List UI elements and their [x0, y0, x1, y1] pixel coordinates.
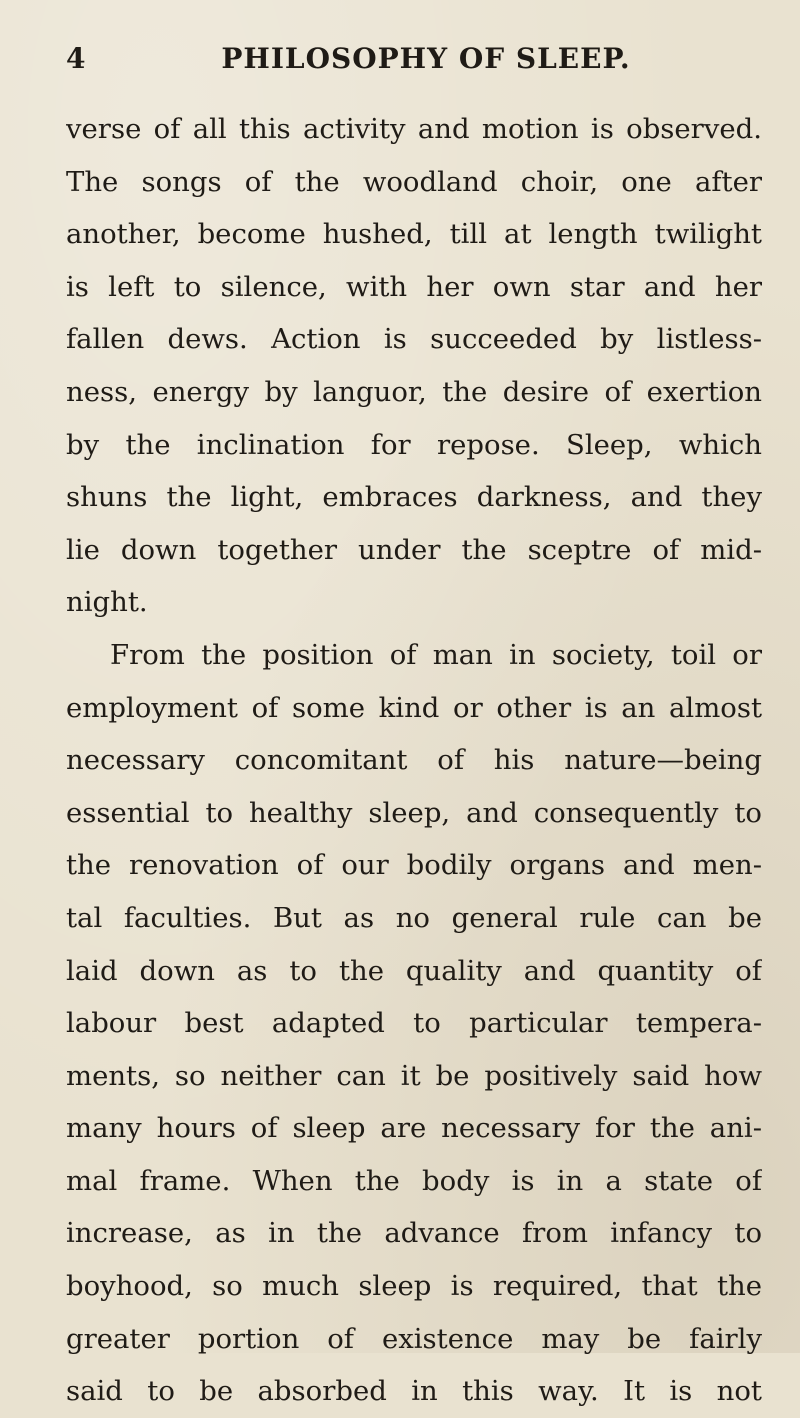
running-head — [60, 42, 752, 82]
text-line: said to be absorbed in this way. It is not — [66, 1375, 762, 1408]
text-line: boyhood, so much sleep is required, that the — [66, 1270, 762, 1303]
text-line: labour best adapted to particular tempera- — [66, 1007, 762, 1040]
text-line: many hours of sleep are necessary for the ani- — [66, 1112, 762, 1145]
text-line: The songs of the woodland choir, one after — [66, 165, 762, 198]
text-line: mal frame. When the body is in a state of — [66, 1164, 762, 1197]
text-line: another, become hushed, till at length twilight — [66, 218, 762, 251]
text-line: lie down together under the sceptre of mid- — [66, 533, 762, 566]
text-line-paragraph-start: From the position of man in society, toil or — [110, 638, 762, 671]
text-line: by the inclination for repose. Sleep, which — [66, 428, 762, 461]
text-line: is left to silence, with her own star and her — [66, 270, 762, 303]
text-line: necessary concomitant of his nature—being — [66, 744, 762, 777]
text-line: ness, energy by languor, the desire of exertion — [66, 375, 762, 408]
text-line: ments, so neither can it be positively said how — [66, 1059, 762, 1092]
page-number: 4 — [66, 42, 87, 75]
text-line: greater portion of existence may be fairly — [66, 1322, 762, 1355]
text-line: tal faculties. But as no general rule can be — [66, 901, 762, 934]
text-line: shuns the light, embraces darkness, and they — [66, 481, 762, 514]
text-line: increase, as in the advance from infancy to — [66, 1217, 762, 1250]
text-line: fallen dews. Action is succeeded by listless- — [66, 323, 762, 356]
text-line: laid down as to the quality and quantity of — [66, 954, 762, 987]
running-title: PHILOSOPHY OF SLEEP. — [221, 42, 631, 75]
text-line: the renovation of our bodily organs and men- — [66, 849, 762, 882]
text-line-paragraph-end: night. — [66, 586, 148, 619]
text-line: essential to healthy sleep, and consequently to — [66, 796, 762, 829]
text-line: verse of all this activity and motion is observed. — [66, 113, 762, 145]
body-text — [66, 103, 762, 1418]
text-line: employment of some kind or other is an almost — [66, 691, 762, 724]
